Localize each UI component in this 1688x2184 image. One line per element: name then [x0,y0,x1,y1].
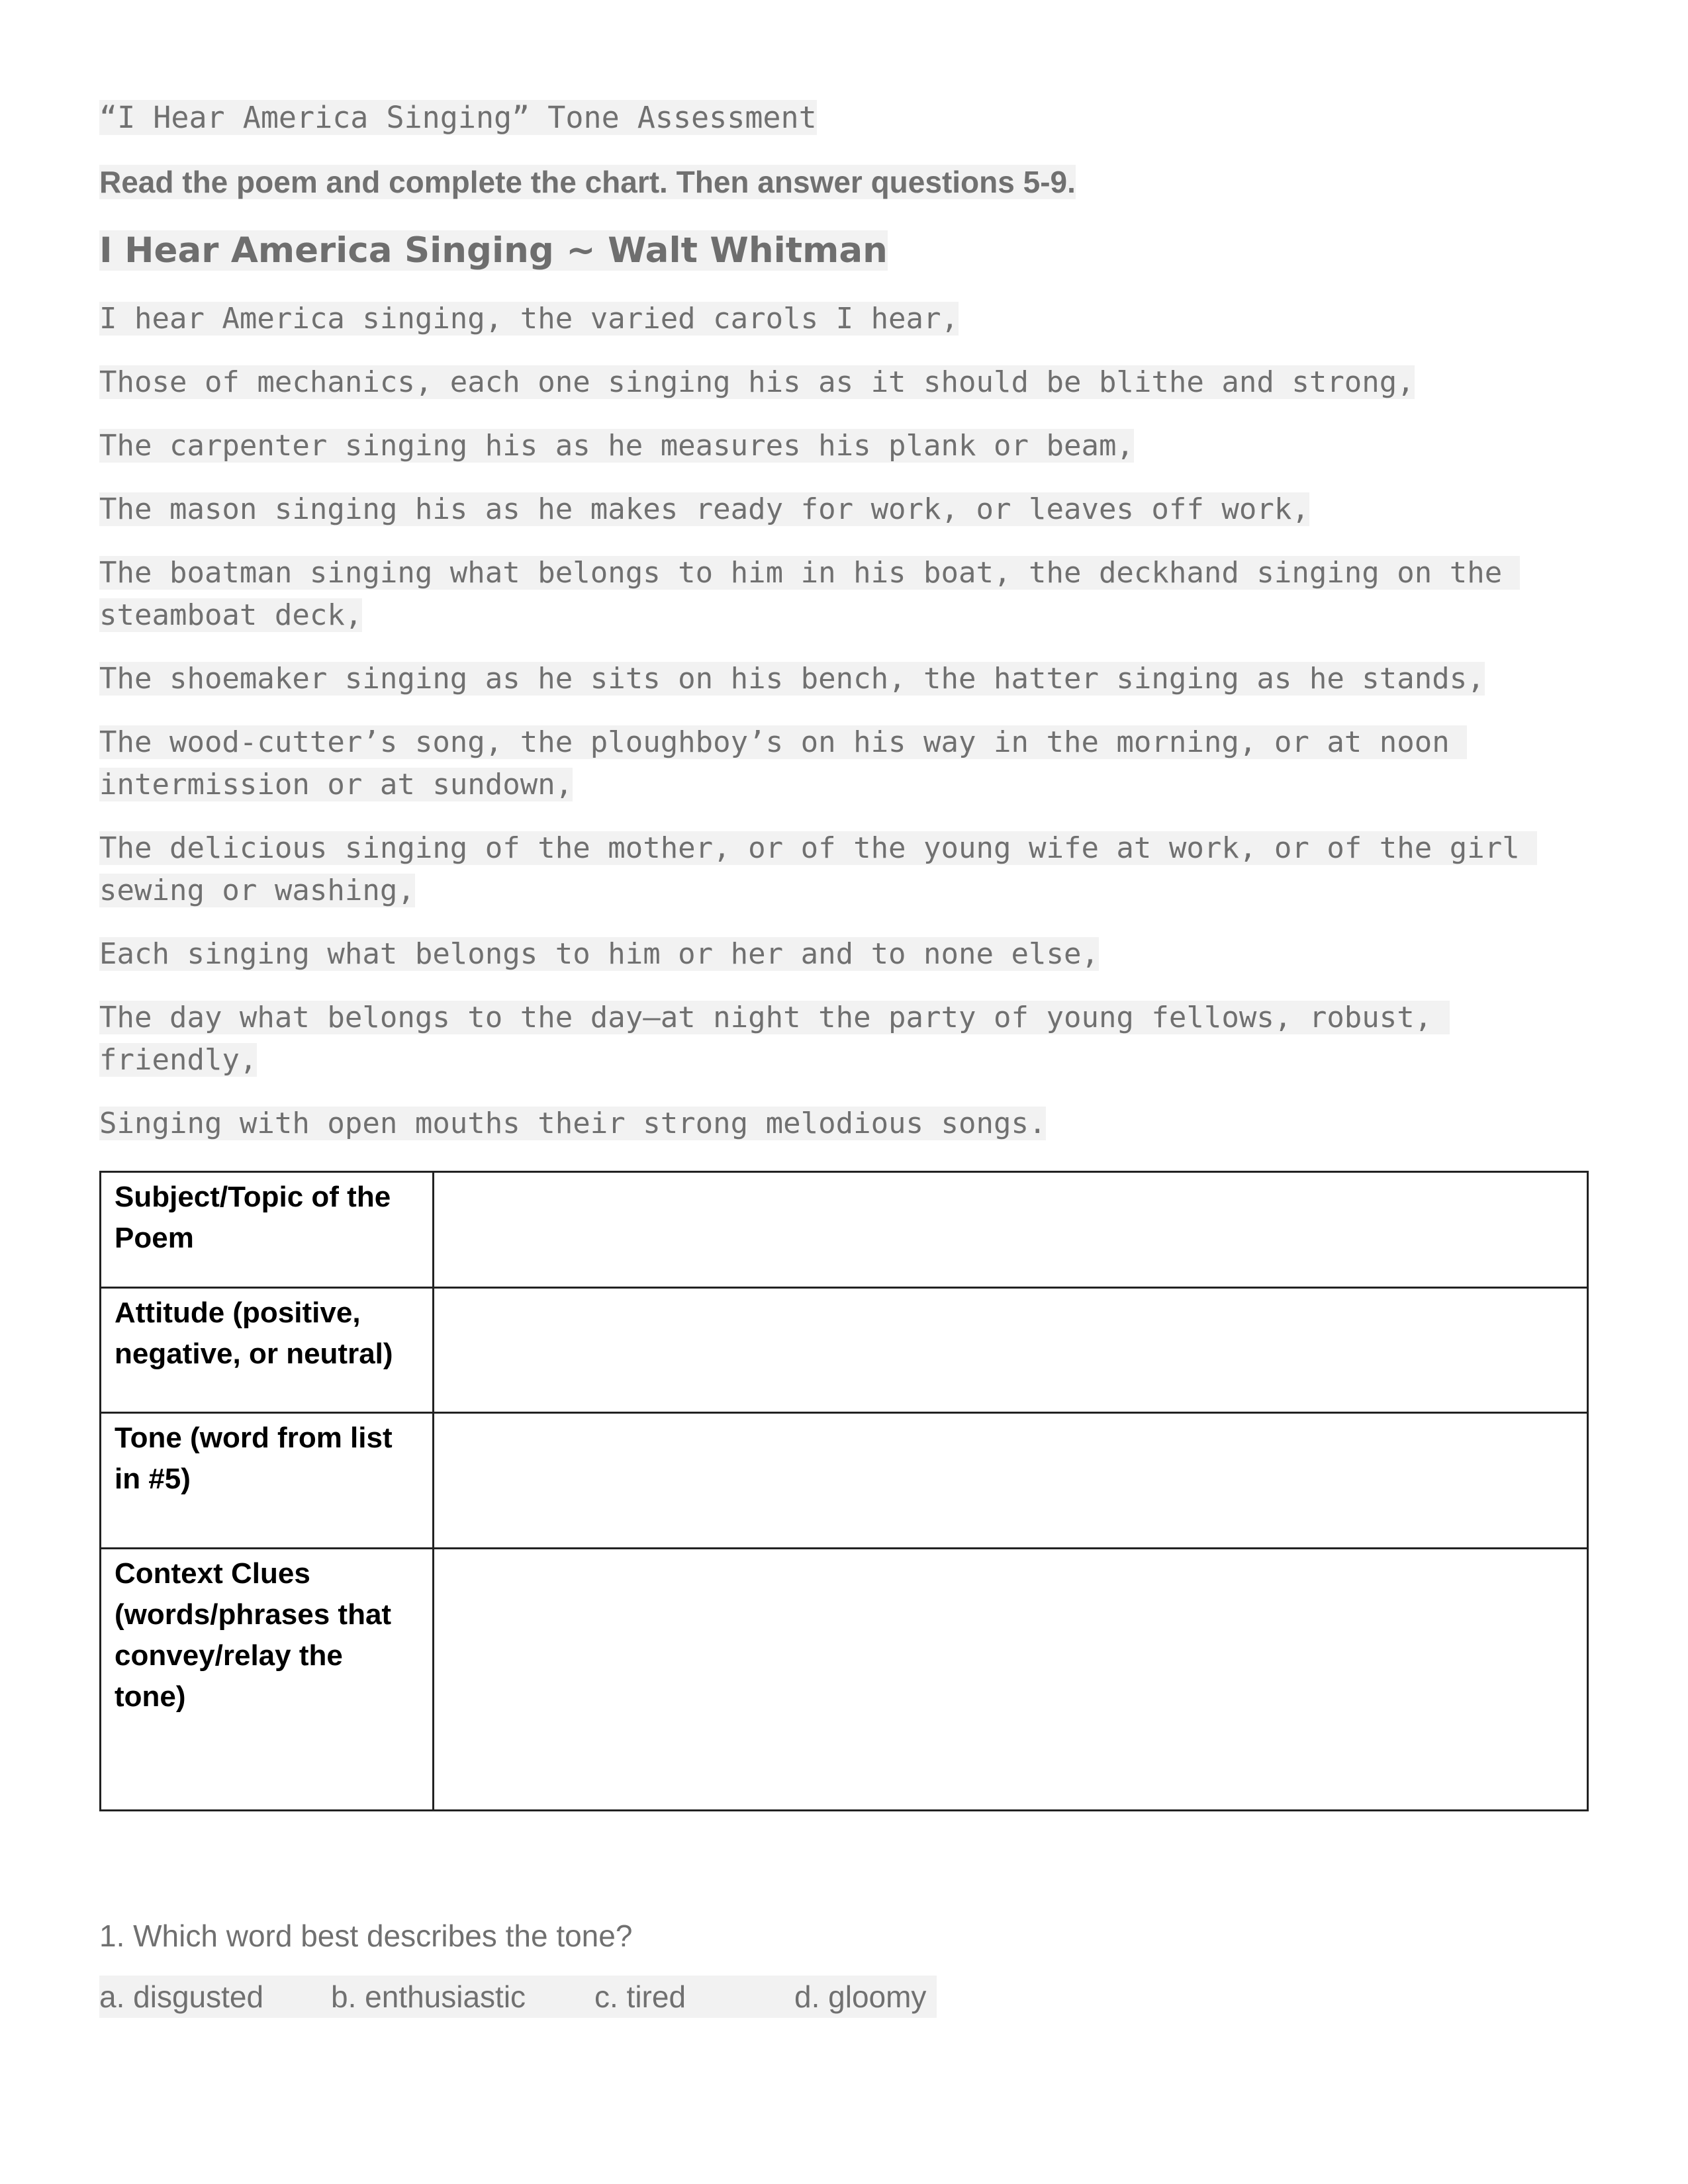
question-1-choices [99,1976,937,2018]
poem-line: Each singing what belongs to him or her and to none else, [99,937,1099,971]
poem-line: The mason singing his as he makes ready for work, or leaves off work, [99,492,1309,526]
poem-line: The wood-cutter’s song, the ploughboy’s on his way in the morning, or at noon intermission or at sundown, [99,725,1468,801]
chart-label-attitude: Attitude (positive, negative, or neutral) [101,1288,434,1413]
poem-heading-text: I Hear America Singing ~ Walt Whitman [99,230,888,271]
chart-label-context-clues: Context Clues (words/phrases that convey/relay the tone) [101,1549,434,1811]
instructions-text: Read the poem and complete the chart. Then answer questions 5-9. [99,165,1076,199]
chart-answer-subject[interactable] [434,1172,1588,1288]
poem-line: I hear America singing, the varied carols I hear, [99,302,959,336]
chart-row-subject [101,1172,1588,1288]
chart-answer-context-clues[interactable] [434,1549,1588,1811]
choice-c[interactable]: c. tired [594,1979,686,2014]
poem-text [99,298,1589,1166]
chart-row-tone [101,1413,1588,1549]
poem-heading [99,226,888,275]
tone-chart [99,1171,1589,1811]
document-title-text: “I Hear America Singing” Tone Assessment [99,100,817,135]
choice-d[interactable]: d. gloomy [794,1979,927,2014]
instructions [99,161,1076,203]
poem-line: The delicious singing of the mother, or of the young wife at work, or of the girl sewing or washing, [99,831,1538,907]
poem-line: The boatman singing what belongs to him in his boat, the deckhand singing on the steamboat deck, [99,556,1520,632]
choice-a[interactable]: a. disgusted [99,1979,264,2014]
poem-line: The shoemaker singing as he sits on his bench, the hatter singing as he stands, [99,662,1485,696]
chart-answer-attitude[interactable] [434,1288,1588,1413]
poem-line: The day what belongs to the day—at night the party of young fellows, robust, friendly, [99,1001,1450,1077]
poem-line: Singing with open mouths their strong melodious songs. [99,1107,1047,1140]
chart-label-tone: Tone (word from list in #5) [101,1413,434,1549]
chart-row-attitude [101,1288,1588,1413]
poem-line: Those of mechanics, each one singing his as it should be blithe and strong, [99,365,1415,399]
choice-b[interactable]: b. enthusiastic [331,1979,526,2014]
question-1-prompt: 1. Which word best describes the tone? [99,1919,633,1953]
chart-label-subject: Subject/Topic of the Poem [101,1172,434,1288]
chart-row-context-clues [101,1549,1588,1811]
chart-answer-tone[interactable] [434,1413,1588,1549]
document-title [99,97,817,139]
poem-line: The carpenter singing his as he measures his plank or beam, [99,429,1134,463]
